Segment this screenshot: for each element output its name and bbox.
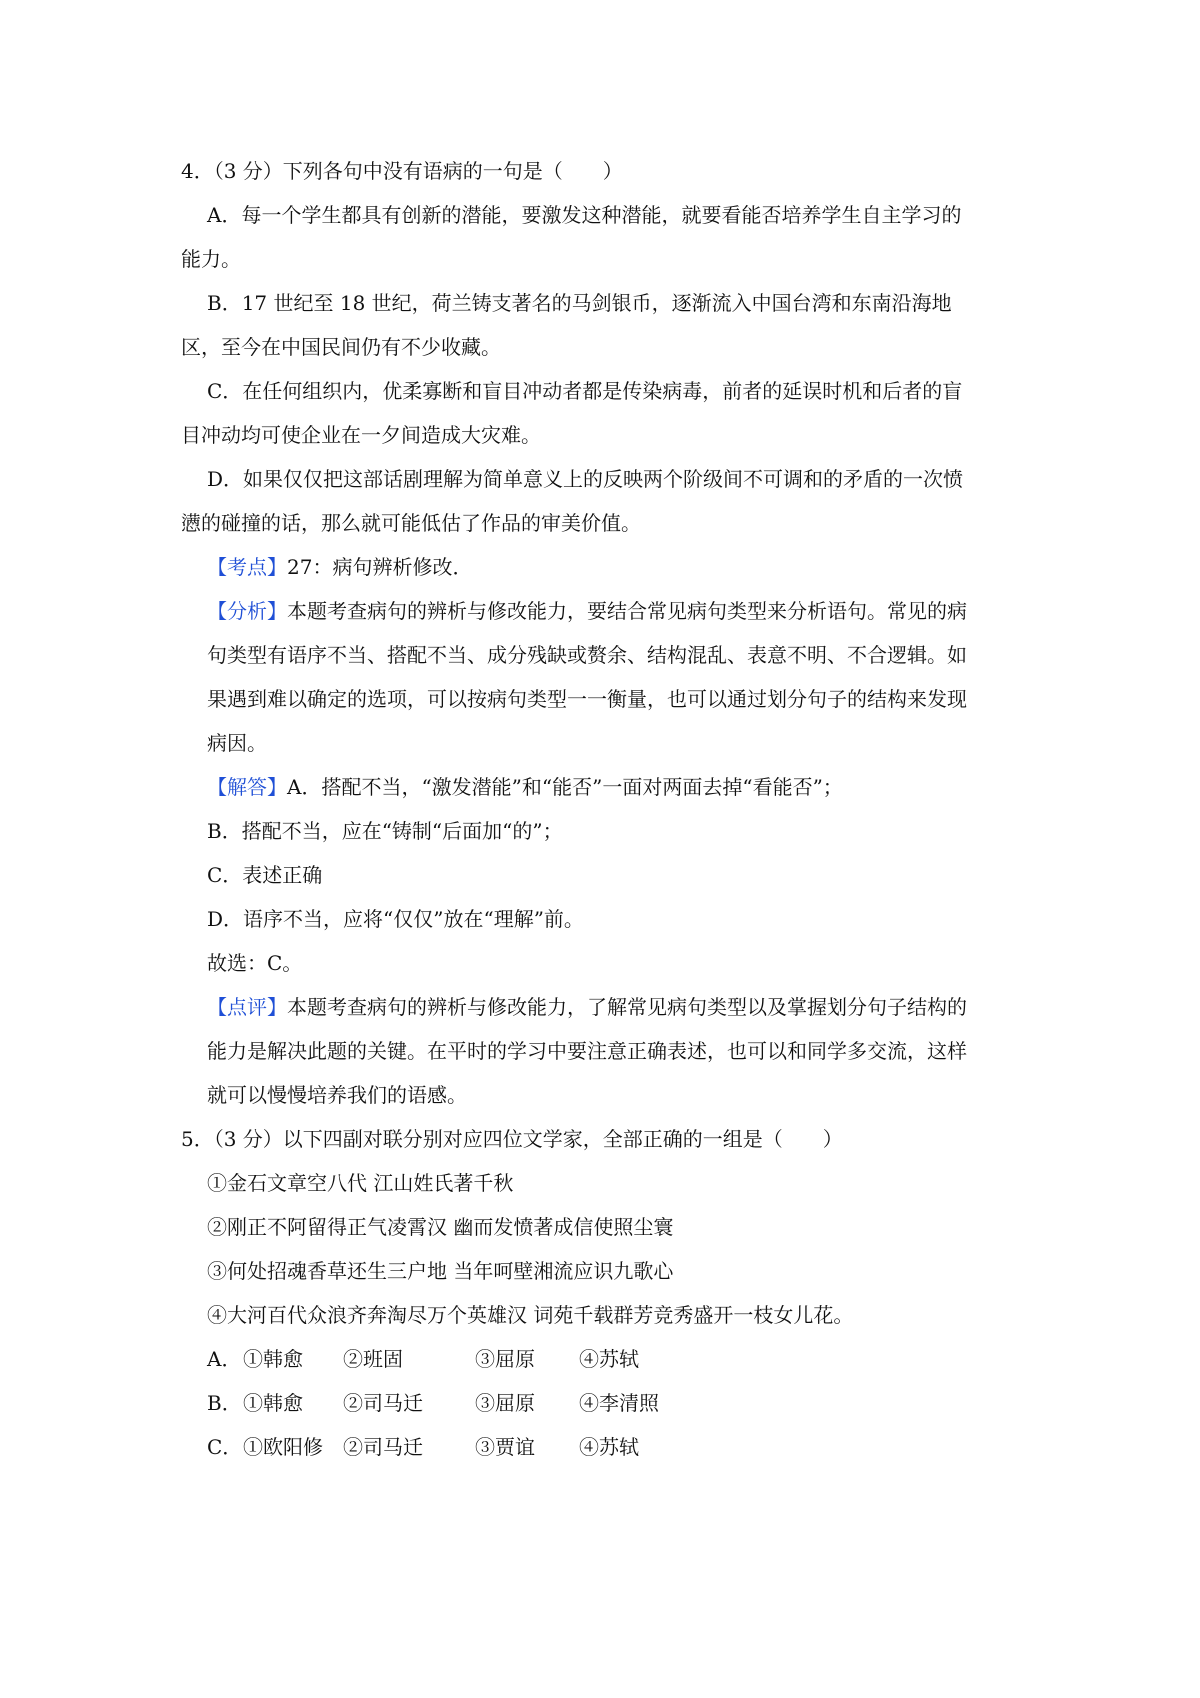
q5-option-a xyxy=(207,1345,639,1373)
q4-option-d-line-2: 懑的碰撞的话，那么就可能低估了作品的审美价值。 xyxy=(181,511,641,535)
kaodian-text: 27：病句辨析修改． xyxy=(287,555,473,579)
option-item: ④李清照 xyxy=(579,1391,659,1415)
dianping-text-1: 本题考查病句的辨析与修改能力，了解常见病句类型以及掌握划分句子结构的 xyxy=(287,995,967,1019)
q5-option-c xyxy=(207,1433,639,1461)
dianping-tag: 【点评】 xyxy=(207,995,287,1019)
couplet-3: ③何处招魂香草还生三户地 当年呵壁湘流应识九歌心 xyxy=(207,1259,674,1283)
q4-option-a-line-2: 能力。 xyxy=(181,247,241,271)
option-item: ③贾谊 xyxy=(475,1435,535,1459)
jieda-text-a: A．搭配不当，“激发潜能”和“能否”一面对两面去掉“看能否”； xyxy=(287,775,843,799)
question-4-stem: 4．（3 分）下列各句中没有语病的一句是（ ） xyxy=(181,159,623,183)
dianping-line-2: 能力是解决此题的关键。在平时的学习中要注意正确表述，也可以和同学多交流，这样 xyxy=(207,1039,967,1063)
kaodian-line xyxy=(207,553,472,581)
option-item: ②司马迁 xyxy=(343,1391,423,1415)
q4-option-c-line-2: 目冲动均可使企业在一夕间造成大灾难。 xyxy=(181,423,541,447)
q4-option-a-line-1: A．每一个学生都具有创新的潜能，要激发这种潜能，就要看能否培养学生自主学习的 xyxy=(207,203,962,227)
fenxi-line-1 xyxy=(207,597,967,625)
q4-option-d-line-1: D．如果仅仅把这部话剧理解为简单意义上的反映两个阶级间不可调和的矛盾的一次愤 xyxy=(207,467,964,491)
kaodian-tag: 【考点】 xyxy=(207,555,287,579)
q4-option-c-line-1: C．在任何组织内，优柔寡断和盲目冲动者都是传染病毒，前者的延误时机和后者的盲 xyxy=(207,379,963,403)
fenxi-line-2: 句类型有语序不当、搭配不当、成分残缺或赘余、结构混乱、表意不明、不合逻辑。如 xyxy=(207,643,967,667)
q4-option-b-line-2: 区，至今在中国民间仍有不少收藏。 xyxy=(181,335,501,359)
option-letter: C． xyxy=(207,1435,243,1459)
couplet-4: ④大河百代众浪齐奔淘尽万个英雄汉 词苑千载群芳竞秀盛开一枝女儿花。 xyxy=(207,1303,854,1327)
fenxi-text-1: 本题考查病句的辨析与修改能力，要结合常见病句类型来分析语句。常见的病 xyxy=(287,599,967,623)
option-item: ③屈原 xyxy=(475,1347,535,1371)
jieda-line-b: B．搭配不当，应在“铸制“后面加“的”； xyxy=(207,819,563,843)
q4-option-b-line-1: B．17 世纪至 18 世纪，荷兰铸支著名的马剑银币，逐渐流入中国台湾和东南沿海地 xyxy=(207,291,952,315)
dianping-line-3: 就可以慢慢培养我们的语感。 xyxy=(207,1083,467,1107)
jieda-line-a xyxy=(207,773,843,801)
option-item: ③屈原 xyxy=(475,1391,535,1415)
jieda-tag: 【解答】 xyxy=(207,775,287,799)
option-letter: A． xyxy=(207,1347,242,1371)
option-item: ②班固 xyxy=(343,1347,403,1371)
option-item: ④苏轼 xyxy=(579,1435,639,1459)
question-5-stem: 5．（3 分）以下四副对联分别对应四位文学家，全部正确的一组是（ ） xyxy=(181,1127,843,1151)
couplet-2: ②刚正不阿留得正气凌霄汉 幽而发愤著成信使照尘寰 xyxy=(207,1215,674,1239)
dianping-line-1 xyxy=(207,993,967,1021)
option-letter: B． xyxy=(207,1391,242,1415)
fenxi-line-3: 果遇到难以确定的选项，可以按病句类型一一衡量，也可以通过划分句子的结构来发现 xyxy=(207,687,967,711)
option-item: ①韩愈 xyxy=(243,1347,303,1371)
option-item: ①欧阳修 xyxy=(243,1435,323,1459)
fenxi-line-4: 病因。 xyxy=(207,731,267,755)
jieda-line-c: C．表述正确 xyxy=(207,863,323,887)
jieda-line-d: D．语序不当，应将“仅仅”放在“理解”前。 xyxy=(207,907,584,931)
option-item: ②司马迁 xyxy=(343,1435,423,1459)
option-item: ①韩愈 xyxy=(243,1391,303,1415)
q5-option-b xyxy=(207,1389,659,1417)
fenxi-tag: 【分析】 xyxy=(207,599,287,623)
couplet-1: ①金石文章空八代 江山姓氏著千秋 xyxy=(207,1171,514,1195)
option-item: ④苏轼 xyxy=(579,1347,639,1371)
answer-line: 故选：C。 xyxy=(207,951,303,975)
